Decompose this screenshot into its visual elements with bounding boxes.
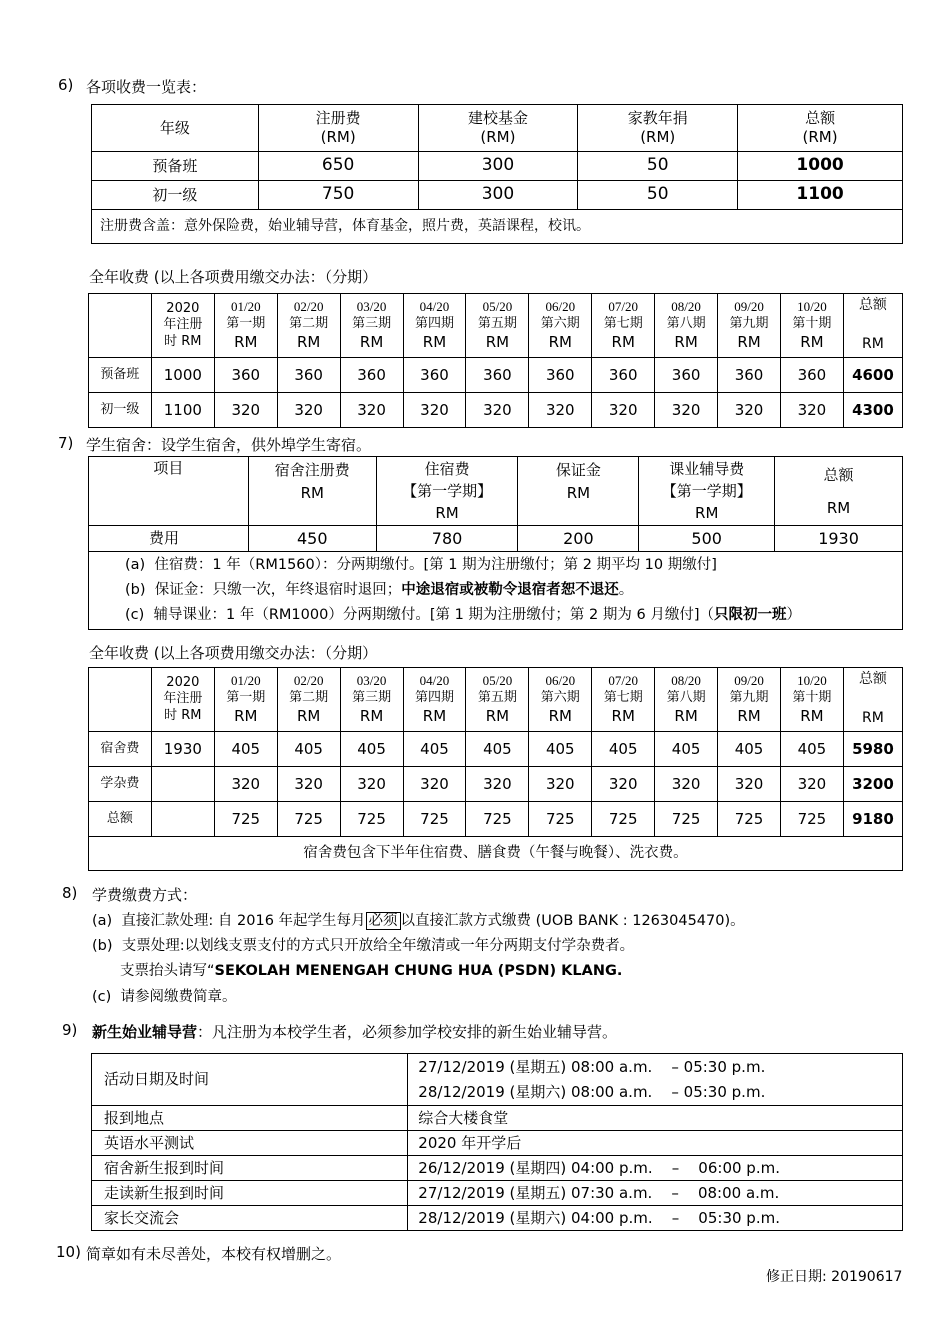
period-head: 02/20 第二期 RM: [277, 294, 340, 358]
row-value: 27/12/2019 (星期五) 07:30 a.m. – 08:00 a.m.: [408, 1181, 903, 1206]
dorm-total: 1930: [775, 526, 903, 552]
instalment-value: 725: [403, 802, 466, 837]
reg-head: 2020 年注册 时 RM: [151, 668, 214, 732]
period-head: 01/20 第一期 RM: [214, 668, 277, 732]
table-row: [92, 152, 903, 181]
period-head: 05/20 第五期 RM: [466, 294, 529, 358]
instalment-value: 360: [403, 358, 466, 393]
instalment-value: 405: [529, 732, 592, 767]
fee-head-total: 总额 (RM): [738, 105, 903, 152]
annual-title-1: 全年收费 (以上各项费用缴交办法：（分期）: [89, 268, 378, 286]
table-row: [92, 1106, 903, 1131]
instalment-value: 320: [214, 393, 277, 428]
payment-item-c: (c) 请参阅缴费简章。: [92, 989, 237, 1005]
table-row: [92, 1206, 903, 1231]
table-row: [89, 802, 903, 837]
instalment-value: 320: [466, 767, 529, 802]
instalment-value: 320: [340, 393, 403, 428]
instalment-value: 320: [592, 393, 655, 428]
instalment-value: 320: [718, 393, 781, 428]
period-head: 10/20 第十期 RM: [780, 668, 843, 732]
dorm-deposit: 200: [518, 526, 639, 552]
row-label: 总额: [89, 802, 152, 837]
period-head: 03/20 第三期 RM: [340, 294, 403, 358]
row-label: 走读新生报到时间: [92, 1181, 408, 1206]
instalment-value: 360: [592, 358, 655, 393]
activity-value: 27/12/2019 (星期五) 08:00 a.m. – 05:30 p.m. 28/12/2019 (星期六) 08:00 a.m. – 05:30 p.m.: [408, 1054, 903, 1106]
period-head: 06/20 第六期 RM: [529, 668, 592, 732]
instalment-value: 360: [780, 358, 843, 393]
period-head: 01/20 第一期 RM: [214, 294, 277, 358]
instalment-value: 320: [592, 767, 655, 802]
instalment-value: 405: [403, 732, 466, 767]
instalment-value: 360: [466, 358, 529, 393]
section-8-heading: 学费缴费方式：: [92, 886, 198, 904]
instalment-value: 405: [466, 732, 529, 767]
dorm-tuition: 500: [639, 526, 775, 552]
instalment-value: 320: [214, 767, 277, 802]
reg-value: 1000: [151, 358, 214, 393]
annual-fee-table-1: [88, 293, 903, 428]
corner-cell: [89, 294, 152, 358]
row-label: 家长交流会: [92, 1206, 408, 1231]
row-label: 英语水平测试: [92, 1131, 408, 1156]
instalment-value: 405: [592, 732, 655, 767]
fund-cell: 300: [418, 152, 578, 181]
dorm-head-item: 项目: [89, 457, 249, 526]
pta-cell: 50: [578, 181, 738, 210]
total-cell: 1100: [738, 181, 903, 210]
fee-head-grade: 年级: [92, 105, 259, 152]
total-value: 4300: [843, 393, 902, 428]
dorm-reg: 450: [248, 526, 376, 552]
annual-note-2: 宿舍费包含下半年住宿费、膳食费（午餐与晚餐）、洗衣费。: [89, 837, 903, 871]
section-6-heading: 各项收费一览表：: [86, 78, 207, 96]
instalment-value: 360: [655, 358, 718, 393]
table-row: [89, 358, 903, 393]
dorm-head-deposit: 保证金 RM: [518, 457, 639, 526]
table-row: [92, 1131, 903, 1156]
fee-note: 注册费含盖：意外保险费，始业辅导营，体育基金，照片费，英語课程，校讯。: [92, 210, 903, 244]
total-value: 9180: [843, 802, 902, 837]
instalment-value: 725: [592, 802, 655, 837]
reg-head: 2020 年注册 时 RM: [151, 294, 214, 358]
section-6-number: 6): [58, 76, 74, 94]
instalment-value: 725: [655, 802, 718, 837]
grade-cell: 预备班: [92, 152, 259, 181]
dorm-note-c: (c) 辅导课业：1 年（RM1000）分两期缴付。[第 1 期为注册缴付；第 2 期为 6 月缴付]（只限初一班）: [125, 607, 801, 623]
instalment-value: 725: [466, 802, 529, 837]
period-head: 05/20 第五期 RM: [466, 668, 529, 732]
instalment-value: 320: [529, 767, 592, 802]
row-label: 预备班: [89, 358, 152, 393]
instalment-value: 725: [718, 802, 781, 837]
dorm-note-a: (a) 住宿费：1 年（RM1560）：分两期缴付。[第 1 期为注册缴付；第 2 期平均 10 期缴付]: [125, 557, 717, 573]
period-head: 09/20 第九期 RM: [718, 294, 781, 358]
section-9-heading: 新生始业辅导营：凡注册为本校学生者，必须参加学校安排的新生始业辅导营。: [92, 1023, 618, 1041]
row-value: 2020 年开学后: [408, 1131, 903, 1156]
table-row: [89, 526, 903, 552]
instalment-value: 320: [718, 767, 781, 802]
instalment-value: 360: [529, 358, 592, 393]
period-head: 08/20 第八期 RM: [655, 668, 718, 732]
section-10-text: 简章如有未尽善处，本校有权增删之。: [86, 1245, 342, 1263]
instalment-value: 320: [403, 767, 466, 802]
instalment-value: 405: [277, 732, 340, 767]
period-head: 03/20 第三期 RM: [340, 668, 403, 732]
section-10-number: 10): [56, 1243, 81, 1261]
period-head: 07/20 第七期 RM: [592, 668, 655, 732]
instalment-value: 320: [340, 767, 403, 802]
table-row: [89, 732, 903, 767]
instalment-value: 725: [277, 802, 340, 837]
table-row: [89, 393, 903, 428]
table-row: [92, 1156, 903, 1181]
fee-head-fund: 建校基金 (RM): [418, 105, 578, 152]
instalment-value: 725: [529, 802, 592, 837]
annual-fee-table-2: [88, 667, 903, 871]
dorm-head-reg: 宿舍注册费 RM: [248, 457, 376, 526]
fee-head-pta: 家教年捐 (RM): [578, 105, 738, 152]
instalment-value: 360: [214, 358, 277, 393]
row-label: 学杂费: [89, 767, 152, 802]
reg-value: [151, 802, 214, 837]
dorm-notes: [89, 552, 903, 630]
revision-date: 修正日期: 20190617: [766, 1269, 903, 1285]
table-row: [92, 181, 903, 210]
instalment-value: 405: [340, 732, 403, 767]
period-head: 09/20 第九期 RM: [718, 668, 781, 732]
instalment-value: 320: [780, 393, 843, 428]
instalment-value: 725: [780, 802, 843, 837]
instalment-value: 320: [529, 393, 592, 428]
instalment-value: 320: [655, 767, 718, 802]
instalment-value: 405: [780, 732, 843, 767]
period-head: 06/20 第六期 RM: [529, 294, 592, 358]
payment-item-b2: 支票抬头请写“SEKOLAH MENENGAH CHUNG HUA (PSDN) KLANG.: [120, 963, 623, 979]
period-head: 04/20 第四期 RM: [403, 668, 466, 732]
instalment-value: 405: [655, 732, 718, 767]
reg-value: 1930: [151, 732, 214, 767]
instalment-value: 360: [718, 358, 781, 393]
period-head: 07/20 第七期 RM: [592, 294, 655, 358]
annual-title-2: 全年收费 (以上各项费用缴交办法：（分期）: [89, 644, 378, 662]
activity-label: 活动日期及时间: [92, 1054, 408, 1106]
section-9-number: 9): [62, 1021, 78, 1039]
instalment-value: 320: [277, 393, 340, 428]
pta-cell: 50: [578, 152, 738, 181]
total-cell: 1000: [738, 152, 903, 181]
instalment-value: 360: [340, 358, 403, 393]
section-8-number: 8): [62, 884, 78, 902]
period-head: 02/20 第二期 RM: [277, 668, 340, 732]
instalment-value: 320: [466, 393, 529, 428]
dorm-board: 780: [376, 526, 518, 552]
instalment-value: 725: [214, 802, 277, 837]
total-value: 3200: [843, 767, 902, 802]
payment-item-a: (a) 直接汇款处理: 自 2016 年起学生每月 必须 以直接汇款方式缴费 (UOB BANK : 1263045470)。: [92, 913, 745, 929]
total-value: 5980: [843, 732, 902, 767]
dorm-head-tuition: 课业辅导费 【第一学期】 RM: [639, 457, 775, 526]
instalment-value: 405: [718, 732, 781, 767]
table-row: [89, 767, 903, 802]
instalment-value: 725: [340, 802, 403, 837]
dorm-note-b: (b) 保证金：只缴一次，年终退宿时退回；中途退宿或被勒令退宿者恕不退还。: [125, 582, 634, 598]
fund-cell: 300: [418, 181, 578, 210]
row-value: 28/12/2019 (星期六) 04:00 p.m. – 05:30 p.m.: [408, 1206, 903, 1231]
orientation-table: [91, 1053, 903, 1231]
dorm-head-total: 总额 RM: [775, 457, 903, 526]
period-head: 04/20 第四期 RM: [403, 294, 466, 358]
instalment-value: 320: [780, 767, 843, 802]
corner-cell: [89, 668, 152, 732]
row-label: 初一级: [89, 393, 152, 428]
reg-value: [151, 767, 214, 802]
fee-table: [91, 104, 903, 244]
period-head: 08/20 第八期 RM: [655, 294, 718, 358]
instalment-value: 405: [214, 732, 277, 767]
reg-cell: 750: [258, 181, 418, 210]
grade-cell: 初一级: [92, 181, 259, 210]
dorm-head-board: 住宿费 【第一学期】 RM: [376, 457, 518, 526]
payment-item-b: (b) 支票处理:以划线支票支付的方式只开放给全年缴清或一年分两期支付学杂费者。: [92, 938, 635, 954]
row-value: 26/12/2019 (星期四) 04:00 p.m. – 06:00 p.m.: [408, 1156, 903, 1181]
row-label: 宿舍新生报到时间: [92, 1156, 408, 1181]
section-7-heading: 学生宿舍：设学生宿舍，供外埠学生寄宿。: [86, 436, 372, 454]
dorm-row-label: 费用: [89, 526, 249, 552]
total-value: 4600: [843, 358, 902, 393]
instalment-value: 320: [403, 393, 466, 428]
row-label: 宿舍费: [89, 732, 152, 767]
period-head: 10/20 第十期 RM: [780, 294, 843, 358]
reg-cell: 650: [258, 152, 418, 181]
instalment-value: 320: [277, 767, 340, 802]
instalment-value: 360: [277, 358, 340, 393]
row-label: 报到地点: [92, 1106, 408, 1131]
fee-head-reg: 注册费 (RM): [258, 105, 418, 152]
section-7-number: 7): [58, 434, 74, 452]
table-row: [92, 1181, 903, 1206]
total-head: 总额 RM: [843, 294, 902, 358]
row-value: 综合大楼食堂: [408, 1106, 903, 1131]
dorm-table: [88, 456, 903, 630]
instalment-value: 320: [655, 393, 718, 428]
reg-value: 1100: [151, 393, 214, 428]
total-head: 总额 RM: [843, 668, 902, 732]
